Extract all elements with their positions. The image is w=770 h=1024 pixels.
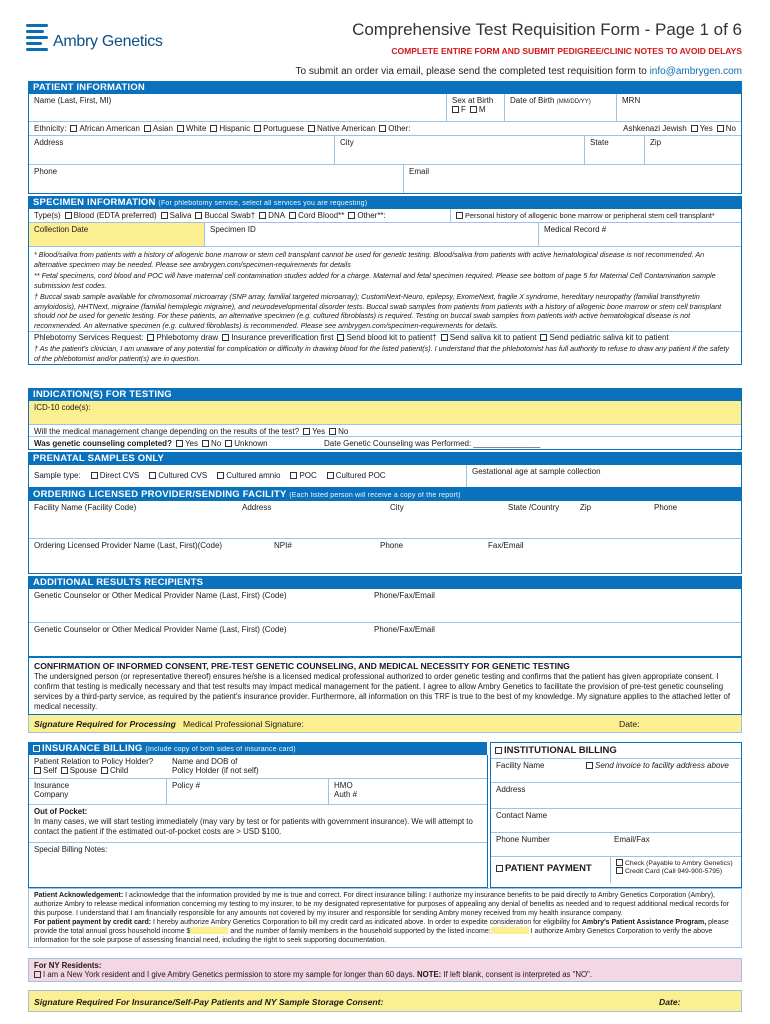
recipient-1-contact[interactable]: Phone/Fax/Email <box>374 591 435 600</box>
provider-fax-field[interactable]: Fax/Email <box>488 541 524 550</box>
inst-facility-field[interactable]: Facility Name Send invoice to facility address above <box>491 759 741 783</box>
inst-phone-field[interactable]: Phone Number <box>496 835 550 844</box>
inst-email-field[interactable]: Email/Fax <box>614 835 650 844</box>
gestational-age-field[interactable]: Gestational age at sample collection <box>472 467 601 476</box>
submit-instructions: To submit an order via email, please send the completed test requisition form to info@ambrygen.com <box>295 66 742 77</box>
note-2: ** Fetal specimens, cord blood and POC will have maternal cell contamination studies added for a charge. Maternal and fetal specimen required. Please see bottom of page 5 for Maternal Cell Contamination sample submission test codes. <box>34 271 716 290</box>
logo-text: Ambry Genetics <box>53 33 163 50</box>
provider-name-field[interactable]: Ordering Licensed Provider Name (Last, First)(Code) <box>34 541 223 550</box>
indications-section: INDICATION(S) FOR TESTING ICD-10 code(s): Will the medical management change depending on the results of the test? Yes No Was genetic counseling completed? Yes No Unknown Date Genetic Counseling was Performed: _______________ <box>28 388 742 450</box>
medical-record-field[interactable]: Medical Record # <box>544 225 607 234</box>
phone-field[interactable]: Phone <box>29 165 404 193</box>
page-title: Comprehensive Test Requisition Form - Page 1 of 6 <box>352 20 742 39</box>
special-notes-field[interactable]: Special Billing Notes: <box>34 845 108 854</box>
facility-name-field[interactable]: Facility Name (Facility Code) <box>34 503 137 512</box>
collection-date-field[interactable]: Collection Date <box>29 223 205 246</box>
city-field[interactable]: City <box>335 136 585 164</box>
inst-address-field[interactable]: Address <box>491 783 741 809</box>
check-option[interactable]: Check (Payable to Ambry Genetics) <box>616 859 736 867</box>
mgmt-row[interactable]: Will the medical management change depending on the results of the test? Yes No <box>29 425 741 437</box>
insurance-billing: INSURANCE BILLING (Include copy of both sides of insurance card) Patient Relation to Policy Holder? Self Spouse Child Name and DOB of Policy Holder (if not self) Insurance Company Policy # HMO Auth # Out of Pocket: In many cases, we will start testing immediately (may vary by test or for patients with government insurance). We will attempt to contact the patient if the estimated out-of-pocket costs are > USD $100. Special Billing Notes: <box>28 742 488 888</box>
name-field[interactable]: Name (Last, First, MI) <box>29 94 447 121</box>
ordering-section: ORDERING LICENSED PROVIDER/SENDING FACILITY (Each listed person will receive a copy of the report) Facility Name (Facility Code) Address City State /Country Zip Phone Ordering Licensed Provider Name (Last, First)(Code) NPI# Phone Fax/Email <box>28 488 742 574</box>
consent-section: CONFIRMATION OF INFORMED CONSENT, PRE-TEST GENETIC COUNSELING, AND MEDICAL NECESSITY FOR GENETIC TESTING The undersigned person (or representative thereof) ensures he/she is a licensed medical professional authorized to order genetic testing and confirms that the patient has given appropriate consent. I confirm that testing is medically necessary and that test results may impact medical management for the patient. I agree to allow Ambry Genetics to facilitate the provision of pre-test genetic counseling services by a third-party service, as required by the patient's insurance provider. Furthermore, all information on this TRF is true to the best of my knowledge. My signature applies to the attached letter of medical necessity. Signature Required for Processing Medical Professional Signature: Date: <box>28 656 742 733</box>
hmo-field[interactable]: HMO Auth # <box>334 781 358 799</box>
address-field[interactable]: Address <box>29 136 335 164</box>
clinician-signature-field[interactable]: Signature Required for Processing Medical Professional Signature: Date: <box>28 715 742 733</box>
zip-field[interactable]: Zip <box>650 138 662 147</box>
inst-contact-field[interactable]: Contact Name <box>491 809 741 833</box>
facility-state-field[interactable]: State /Country <box>508 503 560 512</box>
note-1: * Blood/saliva from patients with a history of allogenic bone marrow or stem cell transplant cannot be used for genetic testing. Blood/saliva from patients with active hematological disease is not recommended. An alternative specimen may be needed. Please see ambrygen.com/specimen-requirements for details <box>34 250 705 269</box>
additional-section: ADDITIONAL RESULTS RECIPIENTS Genetic Counselor or Other Medical Provider Name (Last, First) (Code) Phone/Fax/Email Genetic Counselor or Other Medical Provider Name (Last, First) (Code) Phone/Fax/Email <box>28 576 742 658</box>
phlebotomy-row[interactable]: Phlebotomy Services Request: Phlebotomy draw Insurance preverification first Send blood kit to patient† Send saliva kit to patient Send pediatric saliva kit to patient <box>29 331 741 343</box>
email-field[interactable]: Email <box>409 167 430 176</box>
dob-field[interactable]: Date of Birth (MM/DD/YY) <box>505 94 617 121</box>
ny-consent-option[interactable]: I am a New York resident and I give Ambry Genetics permission to store my sample for longer than 60 days. NOTE: If left blank, consent is interpreted as "NO". <box>34 970 736 979</box>
prenatal-section: PRENATAL SAMPLES ONLY Sample type: Direct CVS Cultured CVS Cultured amnio POC Cultured POC Gestational age at sample collection <box>28 452 742 488</box>
sex-field[interactable]: Sex at Birth F M <box>447 94 505 121</box>
prenatal-type-row[interactable]: Sample type: Direct CVS Cultured CVS Cultured amnio POC Cultured POC Gestational age at sample collection <box>29 465 741 487</box>
npi-field[interactable]: NPI# <box>274 541 292 550</box>
icd-field[interactable]: ICD-10 code(s): <box>29 401 741 425</box>
insurance-company-field[interactable]: Insurance Company <box>29 779 167 804</box>
state-field[interactable]: State <box>585 136 645 164</box>
email-link[interactable]: info@ambrygen.com <box>649 66 742 77</box>
provider-phone-field[interactable]: Phone <box>380 541 404 550</box>
family-members-field[interactable] <box>491 927 529 934</box>
patient-signature-field[interactable]: Signature Required For Insurance/Self-Pay Patients and NY Sample Storage Consent: Date: <box>28 990 742 1012</box>
note-4: † As the patient's clinician, I am unaware of any potential for complication or difficulty in drawing blood for the listed patient(s). I understand that the phlebotomist has full authority to refuse to draw any patient if the safety of the phlebotomist and/or patient(s) are in question. <box>34 344 730 363</box>
patient-section <box>28 81 742 194</box>
recipient-1-field[interactable]: Genetic Counselor or Other Medical Provider Name (Last, First) (Code) <box>34 591 287 600</box>
ambry-logo <box>26 22 186 58</box>
recipient-2-contact[interactable]: Phone/Fax/Email <box>374 625 435 634</box>
facility-address-field[interactable]: Address <box>242 503 272 512</box>
relation-field[interactable]: Patient Relation to Policy Holder? Self Spouse Child <box>34 757 154 775</box>
recipient-2-field[interactable]: Genetic Counselor or Other Medical Provider Name (Last, First) (Code) <box>34 625 287 634</box>
facility-city-field[interactable]: City <box>390 503 404 512</box>
patient-bar: PATIENT INFORMATION <box>28 81 742 94</box>
logo-mark-icon <box>26 22 48 52</box>
ny-section: For NY Residents: I am a New York resident and I give Ambry Genetics permission to store my sample for longer than 60 days. NOTE: If left blank, consent is interpreted as "NO". Signature Required For Insurance/Self-Pay Patients and NY Sample Storage Consent: Date: <box>28 958 742 1012</box>
policy-holder-field[interactable]: Name and DOB of Policy Holder (if not self) <box>172 757 259 775</box>
page-subtitle: COMPLETE ENTIRE FORM AND SUBMIT PEDIGREE/CLINIC NOTES TO AVOID DELAYS <box>391 46 742 56</box>
specimen-section: SPECIMEN INFORMATION (For phlebotomy service, select all services you are requesting) Type(s) Blood (EDTA preferred) Saliva Buccal Swab† DNA Cord Blood** Other**: Personal history of allogenic bone marrow or peripheral stem cell transplant* Collection Date Specimen ID Medical Record # * Blood/saliva from patients with a history of allogenic bone marrow or stem cell transplant cannot be used for genetic testing. Blood/saliva from patients with active hematological disease is not recommended. An alternative specimen may be needed. Please see ambrygen.com/specimen-requirements for details ** Fetal specimens, cord blood and POC will have maternal cell contamination studies added for a charge. Maternal and fetal specimen required. Please see bottom of page 5 for Maternal Cell Contamination sample submission test codes. † Buccal swab sample available for chromosomal microarray (SNP array, familial targeted microarray); CustomNext-Neuro, epilepsy, ExomeNext, fragile X syndrome, hereditary neuropathy (familial transthyretin amyloidosis), HHTNext, migraine (familial hemiplegic migraine), and neurodevelopmental disorder tests. Buccal swab samples from patients from patients with a history of allogenic bone marrow or stem cell transplant should not be used for genetic testing. For these patients, an alternative specimen (e.g. cultured fibroblasts) is required. Testing on buccal swab samples from patients with active hematological disease is not recommended. An alternative specimen (e.g. cultured fibroblasts) is recommended. Please see ambrygen.com/specimen-requirements for details. Phlebotomy Services Request: Phlebotomy draw Insurance preverification first Send blood kit to patient† Send saliva kit to patient Send pediatric saliva kit to patient † As the patient's clinician, I am unaware of any potential for complication or difficulty in drawing blood for the listed patient(s). I understand that the phlebotomist has full authority to refuse to draw any patient if the safety of the phlebotomist and/or patient(s) are in question. <box>28 196 742 365</box>
specimen-id-field[interactable]: Specimen ID <box>205 223 539 246</box>
income-field[interactable] <box>190 927 228 934</box>
credit-card-option[interactable]: Credit Card (Call 949-900-5795) <box>616 867 736 875</box>
note-3: † Buccal swab sample available for chromosomal microarray (SNP array, familial targeted microarray); CustomNext-Neuro, epilepsy, ExomeNext, fragile X syndrome, hereditary neuropathy (familial transthyretin amyloidosis), HHTNext, migraine (familial hemiplegic migraine), and neurodevelopmental disorder tests. Buccal swab samples from patients from patients with a history of allogenic bone marrow or stem cell transplant should not be used for genetic testing. For these patients, an alternative specimen (e.g. cultured fibroblasts) is required. Testing on buccal swab samples from patients with active hematological disease is not recommended. An alternative specimen (e.g. cultured fibroblasts) is recommended. Please see ambrygen.com/specimen-requirements for details. <box>34 292 722 330</box>
gc-row[interactable]: Was genetic counseling completed? Yes No Unknown Date Genetic Counseling was Performed: _______________ <box>34 439 541 448</box>
policy-field[interactable]: Policy # <box>167 779 329 804</box>
institutional-billing: INSTITUTIONAL BILLING Facility Name Send invoice to facility address above Address Contact Name Phone Number Email/Fax PATIENT PAYMENT Check (Payable to Ambry Genetics) Credit Card (Call 949-900-5795) <box>490 742 742 888</box>
specimen-type-row[interactable]: Type(s) Blood (EDTA preferred) Saliva Buccal Swab† DNA Cord Blood** Other**: Personal history of allogenic bone marrow or peripheral stem cell transplant* <box>29 209 741 223</box>
ethnicity-row[interactable]: Ethnicity: African American Asian White Hispanic Portuguese Native American Other: Ashkenazi Jewish Yes No <box>29 122 741 136</box>
mrn-field[interactable]: MRN <box>622 96 641 105</box>
facility-phone-field[interactable]: Phone <box>654 503 678 512</box>
facility-zip-field[interactable]: Zip <box>580 503 592 512</box>
acknowledgement: Patient Acknowledgement: I acknowledge that the information provided by me is true and correct. For direct insurance billing: I authorize my insurance benefits to be paid directly to Ambry Genetics Corporation (Ambry), authorize Ambry to release medical information concerning my testing to my insurer, to be my designated representative for purposes of appealing any denial of benefits as needed and to request additional medical records for this purpose. I understand that I am financially responsible for any amounts not covered by my insurer and responsible for sending Ambry money received from my health insurance company. For patient payment by credit card: I hereby authorize Ambry Genetics Corporation to bill my credit card as indicated above. In order to expedite consideration for eligibility for Ambry's Patient Assistance Program, please provide the total annual gross household income $ and the number of family members in the household supported by the listed income: I authorize Ambry Genetics Corporation to verify the above information for the sole purpose of assessing financial need, including the right to seek supporting documentation. <box>28 888 742 948</box>
